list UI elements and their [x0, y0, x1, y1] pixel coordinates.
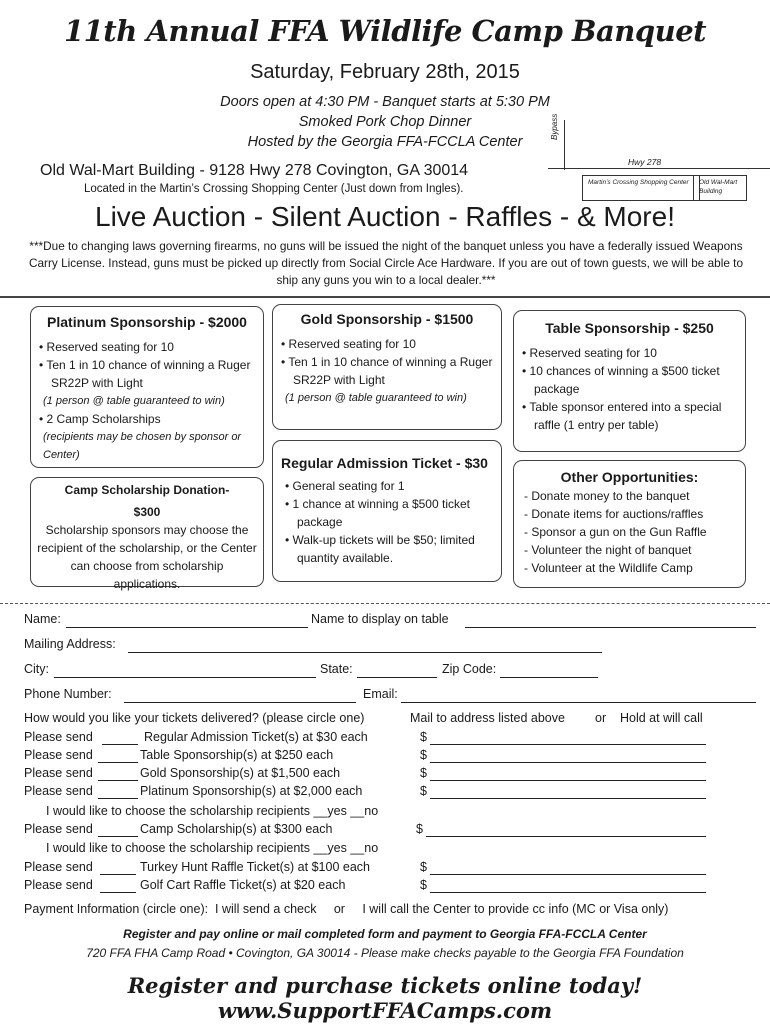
mailing-address-label: Mailing Address:: [24, 637, 116, 651]
table-item: • Table sponsor entered into a special raffle (1 entry per table): [522, 400, 722, 432]
qty-field[interactable]: [98, 762, 138, 763]
please-send-label: Please send: [24, 748, 93, 762]
platinum-title: Platinum Sponsorship - $2000: [47, 314, 247, 330]
other-item: - Donate items for auctions/raffles: [524, 507, 704, 521]
martins-crossing-box: Martin’s Crossing Shopping Center: [582, 175, 700, 201]
table-title: Table Sponsorship - $250: [545, 320, 714, 336]
order-form: [24, 612, 764, 922]
host-line: Hosted by the Georgia FFA-FCCLA Center: [247, 134, 523, 150]
dollar-sign: $: [420, 730, 427, 744]
qty-field[interactable]: [98, 780, 138, 781]
order-line-table: Table Sponsorship(s) at $250 each: [140, 748, 334, 762]
dollar-sign: $: [420, 784, 427, 798]
name-label: Name:: [24, 612, 61, 626]
mailing-info: 720 FFA FHA Camp Road • Covington, GA 30014 - Please make checks payable to the Georgia FFA Foundation: [86, 946, 684, 960]
please-send-label: Please send: [24, 730, 93, 744]
gold-item: • Ten 1 in 10 chance of winning a Ruger SR22P with Light: [281, 355, 493, 387]
other-opportunities-box: [513, 460, 746, 588]
regular-title: Regular Admission Ticket - $30: [281, 455, 488, 471]
register-instructions: Register and pay online or mail completed form and payment to Georgia FFA-FCCLA Center: [123, 927, 647, 941]
please-send-label: Please send: [24, 860, 93, 874]
qty-field[interactable]: [100, 892, 136, 893]
platinum-item: (1 person @ table guaranteed to win): [43, 395, 225, 407]
walmart-building-box: Old Wal-Mart Building: [693, 175, 747, 201]
doors-time: Doors open at 4:30 PM - Banquet starts at 5:30 PM: [220, 94, 550, 110]
please-send-label: Please send: [24, 822, 93, 836]
bypass-label: Bypass: [550, 113, 559, 140]
location-map: [548, 113, 770, 208]
delivery-or: or: [595, 711, 607, 725]
zip-field[interactable]: [500, 677, 598, 678]
amount-field[interactable]: [430, 762, 706, 763]
platinum-item: • 2 Camp Scholarships: [39, 412, 161, 426]
city-field[interactable]: [54, 677, 316, 678]
dollar-sign: $: [420, 860, 427, 874]
choose-recipients-1[interactable]: I would like to choose the scholarship recipients __yes __no: [46, 804, 379, 818]
regular-item: • Walk-up tickets will be $50; limited quantity available.: [285, 533, 475, 565]
dollar-sign: $: [416, 822, 423, 836]
delivery-mail-option[interactable]: Mail to address listed above: [410, 711, 565, 725]
mailing-address-field[interactable]: [128, 652, 602, 653]
regular-item: • 1 chance at winning a $500 ticket package: [285, 497, 470, 529]
scholarship-donation-box: [30, 477, 264, 591]
register-online-link[interactable]: Register and purchase tickets online today! www.SupportFFACamps.com: [127, 973, 643, 1023]
auction-headline: Live Auction - Silent Auction - Raffles - & More!: [95, 201, 675, 232]
dollar-sign: $: [420, 748, 427, 762]
amount-field[interactable]: [430, 798, 706, 799]
delivery-question: How would you like your tickets delivered? (please circle one): [24, 711, 365, 725]
amount-field[interactable]: [426, 836, 706, 837]
display-name-label: Name to display on table: [311, 612, 449, 626]
page-title: 11th Annual FFA Wildlife Camp Banquet: [63, 14, 707, 48]
venue-location-note: Located in the Martin’s Crossing Shopping Center (Just down from Ingles).: [84, 183, 464, 195]
other-item: - Donate money to the banquet: [524, 489, 690, 503]
scholarship-body: Scholarship sponsors may choose the recipient of the scholarship, or the Center can choose from scholarship applications.: [37, 523, 257, 591]
order-line-golf-raffle: Golf Cart Raffle Ticket(s) at $20 each: [140, 878, 346, 892]
dollar-sign: $: [420, 766, 427, 780]
gold-title: Gold Sponsorship - $1500: [300, 311, 474, 327]
amount-field[interactable]: [430, 780, 706, 781]
table-item: • 10 chances of winning a $500 ticket package: [522, 364, 720, 396]
venue-address: Old Wal-Mart Building - 9128 Hwy 278 Covington, GA 30014: [40, 162, 469, 179]
scholarship-price: $300: [133, 505, 161, 519]
platinum-item: • Ten 1 in 10 chance of winning a Ruger SR22P with Light: [39, 358, 251, 390]
qty-field[interactable]: [100, 874, 136, 875]
please-send-label: Please send: [24, 784, 93, 798]
please-send-label: Please send: [24, 766, 93, 780]
order-line-regular: Regular Admission Ticket(s) at $30 each: [144, 730, 368, 744]
gold-sponsorship-box: [272, 304, 502, 430]
state-field[interactable]: [357, 677, 437, 678]
please-send-label: Please send: [24, 878, 93, 892]
display-name-field[interactable]: [465, 627, 756, 628]
order-line-gold: Gold Sponsorship(s) at $1,500 each: [140, 766, 341, 780]
hwy-road: [548, 168, 770, 169]
gold-item: (1 person @ table guaranteed to win): [285, 392, 467, 404]
regular-admission-box: [272, 440, 502, 582]
order-line-turkey-raffle: Turkey Hunt Raffle Ticket(s) at $100 each: [140, 860, 370, 874]
phone-label: Phone Number:: [24, 687, 112, 701]
event-date: Saturday, February 28th, 2015: [250, 61, 520, 83]
scholarship-title: Camp Scholarship Donation-: [64, 483, 230, 497]
payment-information[interactable]: Payment Information (circle one): I will send a check or I will call the Center to provide cc info (MC or Visa only): [24, 902, 669, 916]
table-sponsorship-box: [513, 310, 746, 452]
name-field[interactable]: [66, 627, 308, 628]
delivery-hold-option[interactable]: Hold at will call: [620, 711, 703, 725]
table-item: • Reserved seating for 10: [522, 346, 657, 360]
email-label: Email:: [363, 687, 398, 701]
choose-recipients-2[interactable]: I would like to choose the scholarship recipients __yes __no: [46, 841, 379, 855]
other-item: - Volunteer the night of banquet: [524, 543, 692, 557]
zip-label: Zip Code:: [442, 662, 497, 676]
state-label: State:: [320, 662, 353, 676]
order-line-scholarship: Camp Scholarship(s) at $300 each: [140, 822, 333, 836]
amount-field[interactable]: [430, 744, 706, 745]
dollar-sign: $: [420, 878, 427, 892]
platinum-item: (recipients may be chosen by sponsor or Center): [43, 431, 242, 461]
platinum-sponsorship-box: [30, 306, 264, 468]
order-line-platinum: Platinum Sponsorship(s) at $2,000 each: [140, 784, 363, 798]
amount-field[interactable]: [430, 892, 706, 893]
regular-item: • General seating for 1: [285, 479, 405, 493]
email-field[interactable]: [401, 702, 756, 703]
qty-field[interactable]: [98, 836, 138, 837]
amount-field[interactable]: [430, 874, 706, 875]
other-item: - Sponsor a gun on the Gun Raffle: [524, 525, 707, 539]
other-title: Other Opportunities:: [560, 469, 699, 485]
top-divider: [0, 296, 770, 298]
cut-line: [0, 603, 770, 604]
dinner-menu: Smoked Pork Chop Dinner: [298, 114, 472, 130]
firearms-note: ***Due to changing laws governing firearms, no guns will be issued the night of the banquet unless you have a federally issued Weapons Carry License. Instead, guns must be picked up directly from Social Circle Ace Hardware. If you are out of town guests, we will be able to ship any guns you win to a local dealer.***: [28, 239, 744, 287]
other-item: - Volunteer at the Wildlife Camp: [524, 561, 693, 575]
bypass-road: [564, 120, 565, 170]
gold-item: • Reserved seating for 10: [281, 337, 416, 351]
phone-field[interactable]: [124, 702, 356, 703]
hwy-label: Hwy 278: [628, 157, 662, 167]
city-label: City:: [24, 662, 49, 676]
platinum-item: • Reserved seating for 10: [39, 340, 174, 354]
qty-field[interactable]: [102, 744, 138, 745]
qty-field[interactable]: [98, 798, 138, 799]
